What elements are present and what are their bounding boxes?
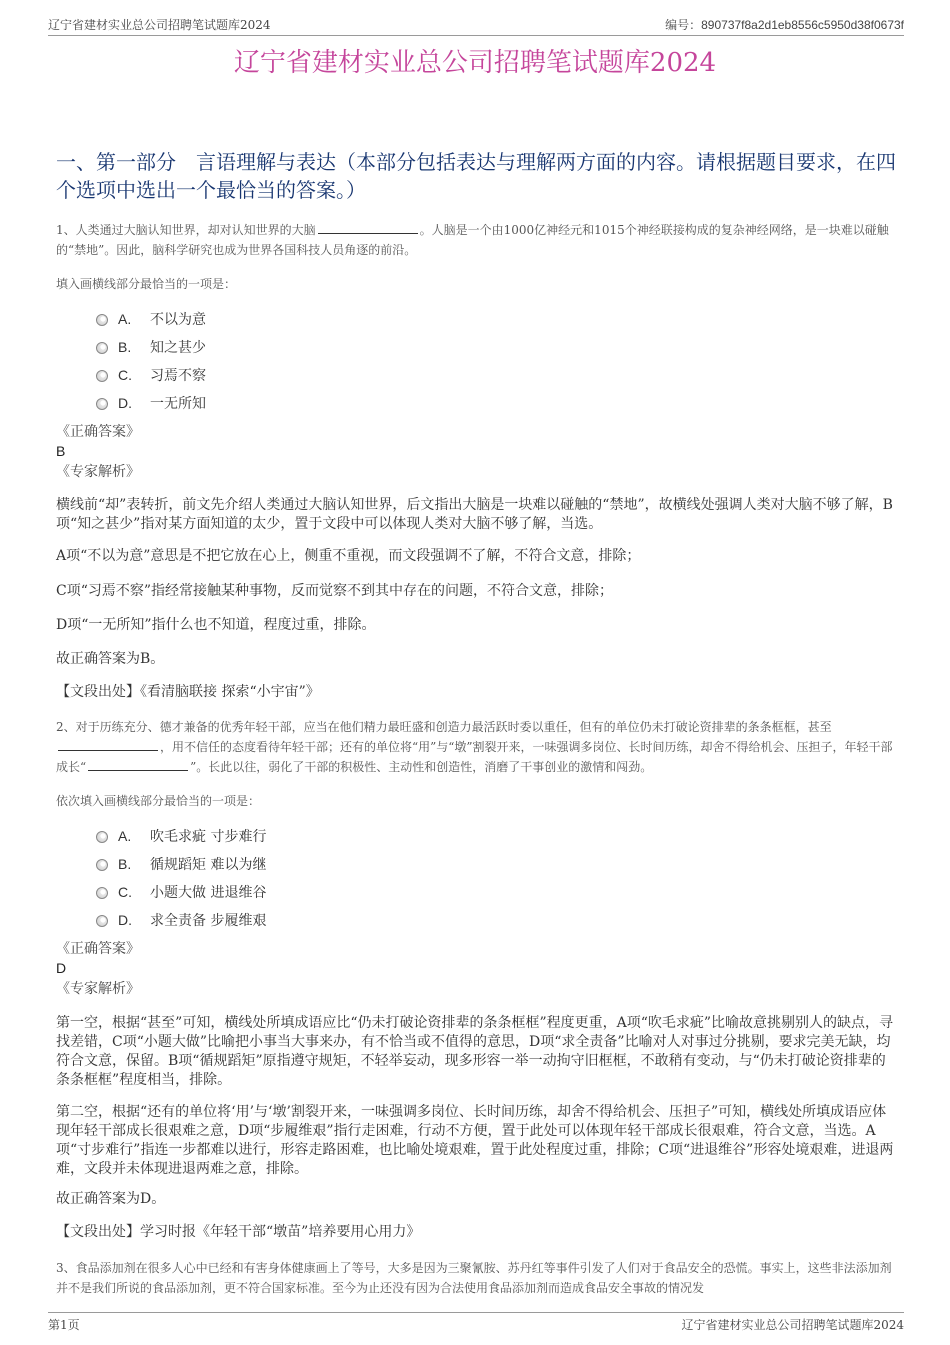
radio-icon[interactable] <box>96 370 108 382</box>
q1-prompt: 填入画横线部分最恰当的一项是： <box>56 277 237 291</box>
page-header <box>48 14 904 36</box>
option-text: 习焉不察 <box>150 368 206 384</box>
q2-option-b[interactable] <box>96 850 396 878</box>
q1-option-d[interactable] <box>96 389 396 417</box>
q1-analysis-p2: A项“不以为意”意思是不把它放在心上，侧重不重视，而文段强调不了解，不符合文意，排除； <box>56 548 641 564</box>
option-key: D. <box>118 912 132 928</box>
option-key: C. <box>118 367 132 383</box>
option-text: 小题大做 进退维谷 <box>150 885 267 901</box>
q2-analysis-label: 《专家解析》 <box>56 981 140 997</box>
footer-page-number: 第1页 <box>48 1318 80 1332</box>
radio-icon[interactable] <box>96 887 108 899</box>
q2-source: 【文段出处】学习时报《年轻干部“墩苗”培养要用心用力》 <box>56 1224 421 1240</box>
radio-icon[interactable] <box>96 398 108 410</box>
option-key: D. <box>118 395 132 411</box>
page-title: 辽宁省建材实业总公司招聘笔试题库2024 <box>233 48 717 78</box>
q1-option-b[interactable] <box>96 333 396 361</box>
page-footer <box>48 1312 904 1332</box>
q1-option-a[interactable] <box>96 305 396 333</box>
q1-analysis-p3: C项“习焉不察”指经常接触某种事物，反而觉察不到其中存在的问题，不符合文意，排除； <box>56 583 614 599</box>
radio-icon[interactable] <box>96 314 108 326</box>
radio-icon[interactable] <box>96 859 108 871</box>
footer-doc-title: 辽宁省建材实业总公司招聘笔试题库2024 <box>681 1318 904 1332</box>
question-2-text <box>56 717 896 777</box>
section-part: 一、第一部分 <box>56 150 176 174</box>
option-text: 知之甚少 <box>150 340 206 356</box>
q1-option-c[interactable] <box>96 361 396 389</box>
q2-option-c[interactable] <box>96 878 396 906</box>
option-text: 不以为意 <box>150 312 206 328</box>
q1-text-b: 。人脑是一个由1000亿神经元和1015个神经联接构成的复杂神经网络，是一块难以碰触的“禁地”。因此，脑科学研究也成为世界各国科技人员角逐的前沿。 <box>56 223 889 257</box>
option-key: B. <box>118 339 132 355</box>
q2-analysis-p1: 第一空，根据“甚至”可知，横线处所填成语应比“仍未打破论资排辈的条条框框”程度更重，A项“吹毛求疵”比喻故意挑剔别人的缺点，寻找差错，C项“小题大做”比喻把小事当大事来办，有不恰当或不值得的意思，D项“求全责备”比喻对人对事过分挑剔，要求完美无缺，均符合文意，保留。B项“循规蹈矩”原指遵守规矩，不轻举妄动，现多形容一举一动拘守旧框框，不敢稍有变动，与“仍未打破论资排辈的条条框框”程度相当，排除。 <box>56 1015 894 1088</box>
q1-blank <box>318 220 418 234</box>
header-doc-code <box>665 16 904 33</box>
q1-source: 【文段出处】《看清脑联接 探索“小宇宙”》 <box>56 684 320 700</box>
option-key: A. <box>118 311 132 327</box>
q2-option-a[interactable] <box>96 822 396 850</box>
question-3-text: 3、食品添加剂在很多人心中已经和有害身体健康画上了等号，大多是因为三聚氰胺、苏丹红等事件引发了人们对于食品安全的恐慌。事实上，这些非法添加剂并不是我们所说的食品添加剂，更不符合国家标准。至今为止还没有因为合法使用食品添加剂而造成食品安全事故的情况发 <box>56 1261 892 1295</box>
q2-blank-2 <box>88 757 188 771</box>
q2-options <box>96 822 396 934</box>
option-key: C. <box>118 884 132 900</box>
radio-icon[interactable] <box>96 342 108 354</box>
option-text: 求全责备 步履维艰 <box>150 913 267 929</box>
radio-icon[interactable] <box>96 915 108 927</box>
q2-analysis-p2: 第二空，根据“还有的单位将‘用’与‘墩’割裂开来，一味强调多岗位、长时间历练，却舍不得给机会、压担子”可知，横线处所填成语应体现年轻干部成长很艰难之意，D项“步履维艰”指行走困难，行动不方便，置于此处可以体现年轻干部成长很艰难，符合文意，当选。A项“寸步难行”指连一步都难以进行，形容走路困难，也比喻处境艰难，置于此处程度过重，排除；C项“进退维谷”形容处境艰难，进退两难，文段并未体现进退两难之意，排除。 <box>56 1104 894 1177</box>
option-text: 一无所知 <box>150 396 206 412</box>
q2-prompt: 依次填入画横线部分最恰当的一项是： <box>56 794 261 808</box>
question-1-text <box>56 220 896 260</box>
q2-answer-label: 《正确答案》 <box>56 941 140 957</box>
q2-text-a: 2、对于历练充分、德才兼备的优秀年轻干部，应当在他们精力最旺盛和创造力最活跃时委以重任，但有的单位仍未打破论资排辈的条条框框，甚至 <box>56 720 832 734</box>
q1-answer: B <box>56 443 66 459</box>
q1-answer-label: 《正确答案》 <box>56 424 140 440</box>
q1-analysis-p1: 横线前“却”表转折，前文先介绍人类通过大脑认知世界，后文指出大脑是一块难以碰触的“禁地”，故横线处强调人类对大脑不够了解，B项“知之甚少”指对某方面知道的太少，置于文段中可以体现人类对大脑不够了解，当选。 <box>56 497 893 532</box>
option-key: A. <box>118 828 132 844</box>
option-text: 循规蹈矩 难以为继 <box>150 857 267 873</box>
q1-analysis-p4: D项“一无所知”指什么也不知道，程度过重，排除。 <box>56 617 376 633</box>
q1-text-a: 1、人类通过大脑认知世界，却对认知世界的大脑 <box>56 223 316 237</box>
header-doc-title: 辽宁省建材实业总公司招聘笔试题库2024 <box>48 18 271 32</box>
q1-options <box>96 305 396 417</box>
q1-analysis-p5: 故正确答案为B。 <box>56 651 165 667</box>
q1-analysis-label: 《专家解析》 <box>56 464 140 480</box>
q2-answer: D <box>56 960 67 976</box>
header-code-label: 编号： <box>665 18 702 32</box>
header-code-value: 890737f8a2d1eb8556c5950d38f0673f <box>701 18 904 32</box>
option-text: 吹毛求疵 寸步难行 <box>150 829 267 845</box>
q2-option-d[interactable] <box>96 906 396 934</box>
q2-text-b: ，用不信任的态度看待年轻干部；还有的单位将“用”与“墩”割裂开来，一味强调多岗位、长时间历练，却舍不得给机会、压担子，年轻干部成长“ <box>56 740 893 774</box>
option-key: B. <box>118 856 132 872</box>
q2-text-c: ”。长此以往，弱化了干部的积极性、主动性和创造性，消磨了干事创业的激情和闯劲。 <box>190 760 653 774</box>
section-text: 言语理解与表达（本部分包括表达与理解两方面的内容。请根据题目要求，在四个选项中选出一个最恰当的答案。） <box>56 150 896 202</box>
section-heading <box>56 148 896 204</box>
q2-analysis-p3: 故正确答案为D。 <box>56 1191 166 1207</box>
radio-icon[interactable] <box>96 831 108 843</box>
q2-blank-1 <box>58 737 158 751</box>
